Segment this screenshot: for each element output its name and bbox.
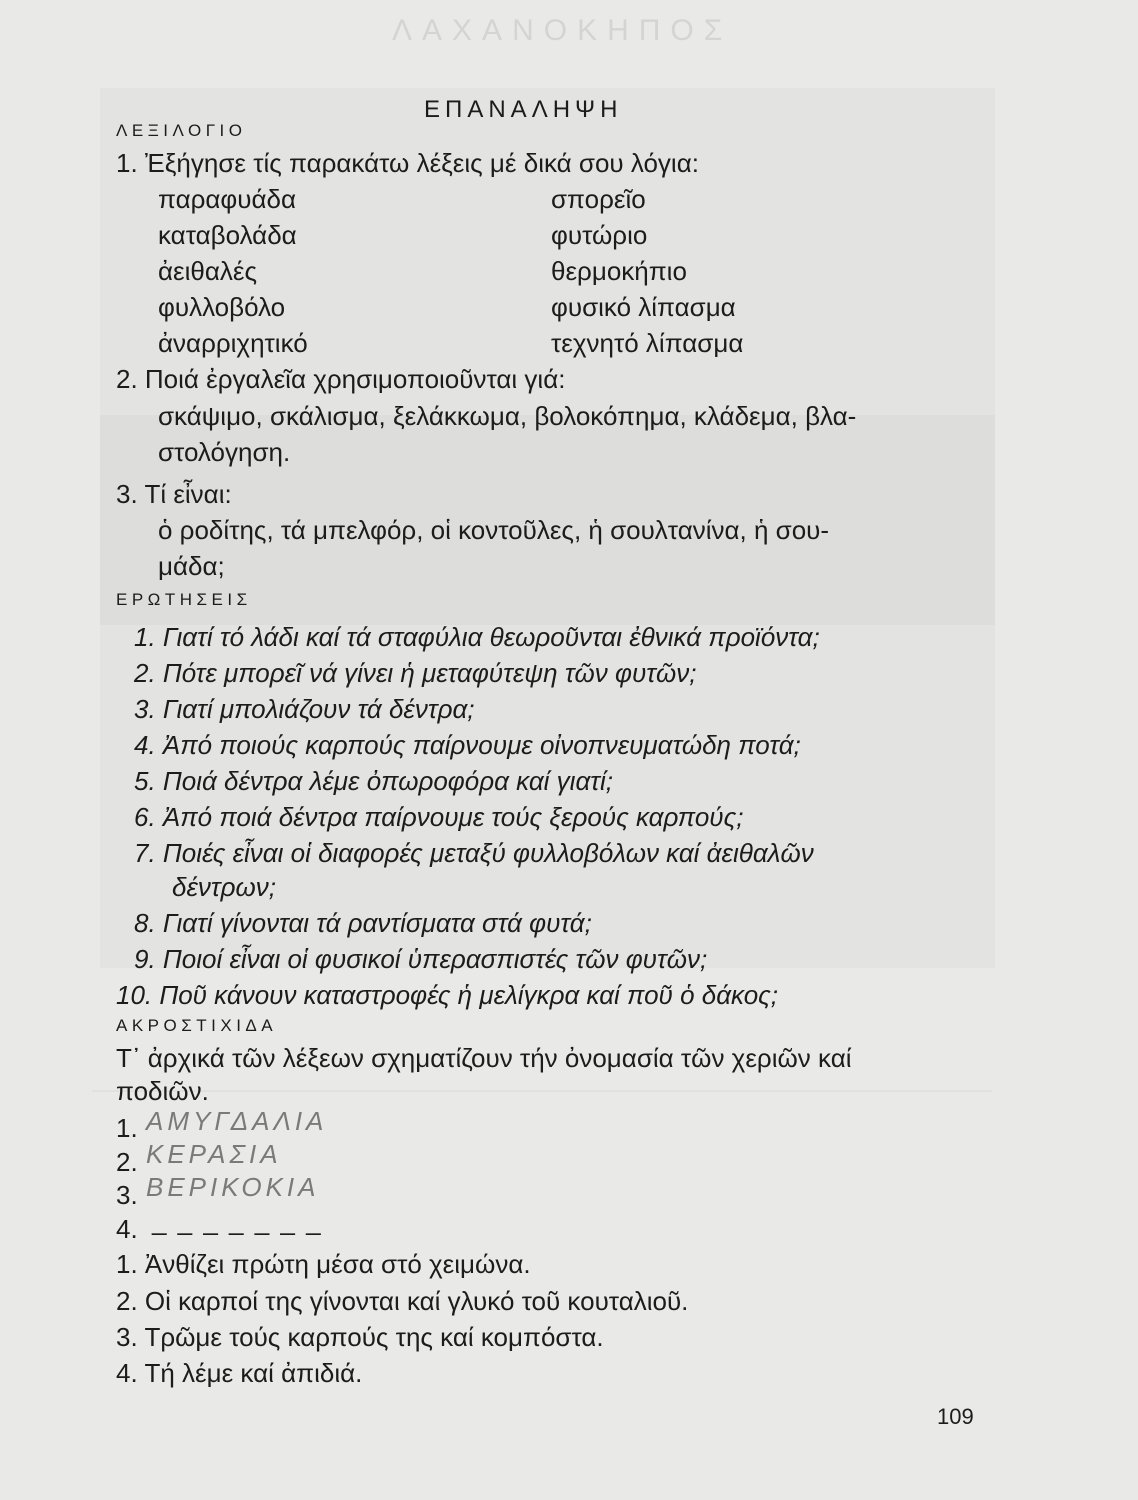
word-right-4: φυσικό λίπασμα [551,292,736,322]
blank-number: 1. [116,1113,138,1143]
word-right-5: τεχνητό λίπασμα [551,328,744,358]
word-right-3: θερμοκήπιο [551,256,687,286]
section-heading-erotiseis: ΕΡΩΤΗΣΕΙΣ [116,590,252,609]
clue-item: 3. Τρῶμε τούς καρπούς της καί κομπόστα. [116,1322,604,1352]
empty-blank-line: _ _ _ _ _ _ _ [152,1206,323,1236]
question-2-line-1: σκάψιμο, σκάλισμα, ξελάκκωμα, βολοκόπημα, κλάδεμα, βλα- [158,401,857,431]
word-right-2: φυτώριο [551,220,648,250]
list-item-question: 9. Ποιοί εἶναι οἱ φυσικοί ὑπερασπιστές τῶν φυτῶν; [134,944,708,974]
section-heading-akrostichida: ΑΚΡΟΣΤΙΧΙΔΑ [116,1016,278,1035]
clue-item: 2. Οἱ καρποί της γίνονται καί γλυκό τοῦ κουταλιοῦ. [116,1286,689,1316]
word-left-2: καταβολάδα [158,220,297,250]
section-heading-lexilogio: ΛΕΞΙΛΟΓΙΟ [116,121,247,140]
list-item-question: 6. Ἀπό ποιά δέντρα παίρνουμε τούς ξερούς καρπούς; [134,802,744,832]
page-title: ΕΠΑΝΑΛΗΨΗ [424,96,623,123]
word-right-1: σπορεῖο [551,184,646,214]
blank-number: 3. [116,1180,138,1210]
list-item-question: 10. Ποῦ κάνουν καταστροφές ἡ μελίγκρα καί ποῦ ὁ δάκος; [116,980,779,1010]
akrostichida-intro-line-1: Τ᾽ ἀρχικά τῶν λέξεων σχηματίζουν τήν ὀνομασία τῶν χεριῶν καί [116,1043,852,1073]
handwritten-answer: ΑΜΥΓΔΑΛΙΑ [146,1106,328,1136]
clue-item: 4. Τή λέμε καί ἀπιδιά. [116,1358,363,1388]
akrostichida-intro-line-2: ποδιῶν. [116,1076,209,1106]
handwritten-answer: ΚΕΡΑΣΙΑ [146,1139,282,1169]
word-left-3: ἀειθαλές [158,256,258,286]
question-3: 3. Τί εἶναι: [116,479,232,509]
list-item-question: 3. Γιατί μπολιάζουν τά δέντρα; [134,694,475,724]
word-left-1: παραφυάδα [158,184,297,214]
page-number: 109 [937,1404,974,1429]
bleed-through-running-head: ΛΑΧΑΝΟΚΗΠΟΣ [392,14,733,47]
handwritten-answer: ΒΕΡΙΚΟΚΙΑ [146,1172,320,1202]
word-left-4: φυλλοβόλο [158,292,286,322]
question-1: 1. Ἐξήγησε τίς παρακάτω λέξεις μέ δικά σου λόγια: [116,148,699,178]
list-item-question: 8. Γιατί γίνονται τά ραντίσματα στά φυτά; [134,908,592,938]
list-item-question: 2. Πότε μπορεῖ νά γίνει ἡ μεταφύτεψη τῶν φυτῶν; [134,658,697,688]
list-item-question: 7. Ποιές εἶναι οἱ διαφορές μεταξύ φυλλοβόλων καί ἀειθαλῶν [134,838,814,868]
question-2-line-2: στολόγηση. [158,437,291,467]
list-item-question: 5. Ποιά δέντρα λέμε ὀπωροφόρα καί γιατί; [134,766,614,796]
word-left-5: ἀναρριχητικό [158,328,308,358]
list-item-question: 1. Γιατί τό λάδι καί τά σταφύλια θεωροῦνται ἐθνικά προϊόντα; [134,622,820,652]
blank-number: 2. [116,1147,138,1177]
blank-number: 4. [116,1214,138,1244]
question-2: 2. Ποιά ἐργαλεῖα χρησιμοποιοῦνται γιά: [116,364,566,394]
list-item-question: 4. Ἀπό ποιούς καρπούς παίρνουμε οἰνοπνευματώδη ποτά; [134,730,801,760]
question-3-line-2: μάδα; [158,551,225,581]
clue-item: 1. Ἀνθίζει πρώτη μέσα στό χειμώνα. [116,1249,531,1279]
question-3-line-1: ὁ ροδίτης, τά μπελφόρ, οἱ κοντοῦλες, ἡ σουλτανίνα, ἡ σου- [158,515,830,545]
list-item-question-continuation: δέντρων; [172,872,276,902]
